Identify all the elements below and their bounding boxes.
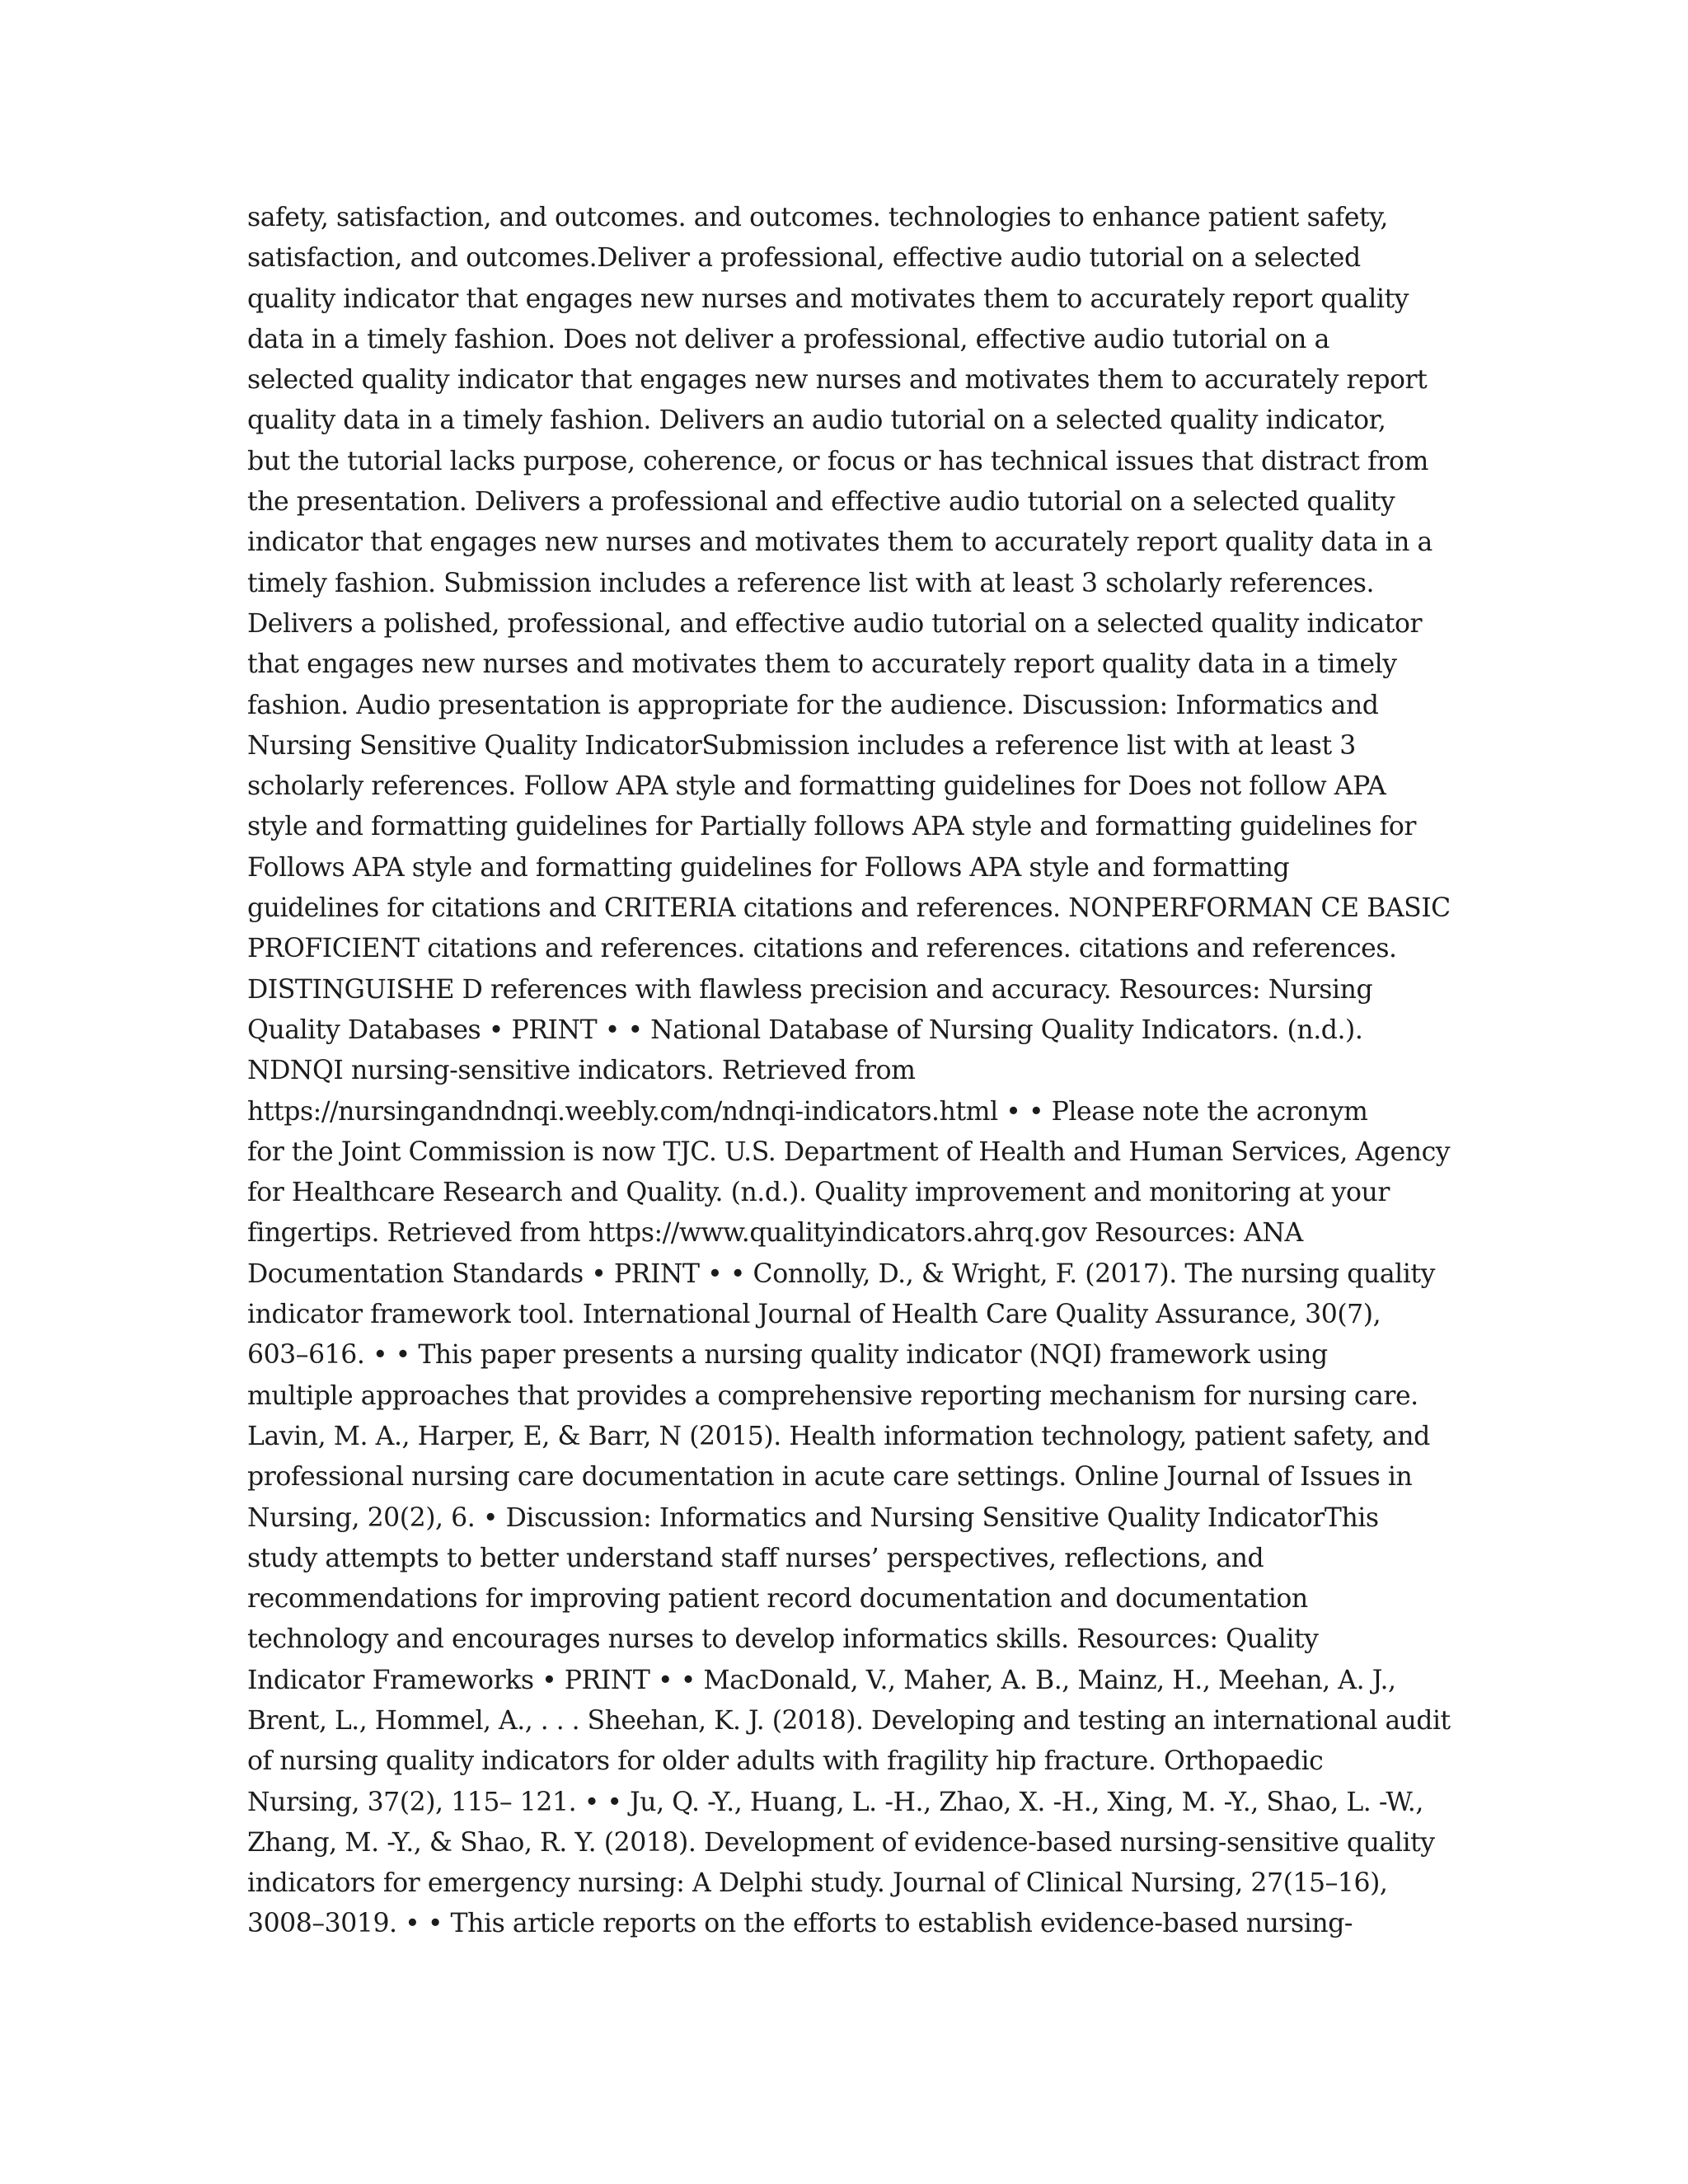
text-line: recommendations for improving patient record documentation and documentation: [247, 1584, 1308, 1615]
text-line: guidelines for citations and CRITERIA citations and references. NONPERFORMAN CE BASIC: [247, 893, 1451, 924]
text-line: Lavin, M. A., Harper, E, & Barr, N (2015). Health information technology, patient safety, and: [247, 1421, 1430, 1451]
text-line: selected quality indicator that engages new nurses and motivates them to accurately report: [247, 365, 1428, 396]
text-line: quality data in a timely fashion. Delivers an audio tutorial on a selected quality indicator,: [247, 405, 1386, 436]
text-line: Zhang, M. -Y., & Shao, R. Y. (2018). Development of evidence-based nursing-sensitive quality: [247, 1827, 1435, 1858]
text-line: Delivers a polished, professional, and effective audio tutorial on a selected quality indicator: [247, 608, 1423, 639]
body-text: [247, 198, 1451, 1945]
text-line: fashion. Audio presentation is appropriate for the audience. Discussion: Informatics and: [247, 690, 1379, 720]
text-line: Indicator Frameworks • PRINT • • MacDonald, V., Maher, A. B., Mainz, H., Meehan, A. J.,: [247, 1665, 1396, 1695]
text-line: style and formatting guidelines for Partially follows APA style and formatting guidelines for: [247, 812, 1417, 842]
text-line: for Healthcare Research and Quality. (n.d.). Quality improvement and monitoring at your: [247, 1178, 1390, 1208]
text-line: DISTINGUISHE D references with flawless precision and accuracy. Resources: Nursing: [247, 974, 1373, 1005]
text-line: PROFICIENT citations and references. citations and references. citations and references.: [247, 934, 1397, 964]
text-line: safety, satisfaction, and outcomes. and outcomes. technologies to enhance patient safety,: [247, 203, 1388, 232]
text-line: Documentation Standards • PRINT • • Connolly, D., & Wright, F. (2017). The nursing quality: [247, 1258, 1435, 1289]
text-line: 603–616. • • This paper presents a nursing quality indicator (NQI) framework using: [247, 1340, 1328, 1371]
text-line: satisfaction, and outcomes.Deliver a professional, effective audio tutorial on a selected: [247, 243, 1361, 274]
text-line: scholarly references. Follow APA style and formatting guidelines for Does not follow APA: [247, 771, 1386, 802]
text-line: indicator framework tool. International Journal of Health Care Quality Assurance, 30(7),: [247, 1300, 1381, 1330]
text-line: Follows APA style and formatting guidelines for Follows APA style and formatting: [247, 852, 1290, 883]
text-line: of nursing quality indicators for older adults with fragility hip fracture. Orthopaedic: [247, 1746, 1324, 1777]
text-line: Nursing, 20(2), 6. • Discussion: Informatics and Nursing Sensitive Quality IndicatorThis: [247, 1502, 1379, 1533]
text-line: professional nursing care documentation in acute care settings. Online Journal of Issues in: [247, 1462, 1413, 1493]
text-line: Nursing Sensitive Quality IndicatorSubmission includes a reference list with at least 3: [247, 730, 1356, 761]
text-line: Nursing, 37(2), 115– 121. • • Ju, Q. -Y., Huang, L. -H., Zhao, X. -H., Xing, M. -Y., Shao, L. -W.,: [247, 1787, 1423, 1817]
text-line: timely fashion. Submission includes a reference list with at least 3 scholarly references.: [247, 568, 1375, 598]
text-line: 3008–3019. • • This article reports on the efforts to establish evidence-based nursing-: [247, 1909, 1353, 1939]
text-line: Brent, L., Hommel, A., . . . Sheehan, K. J. (2018). Developing and testing an international audit: [247, 1705, 1451, 1736]
text-line: indicators for emergency nursing: A Delphi study. Journal of Clinical Nursing, 27(15–16),: [247, 1868, 1388, 1899]
text-line: fingertips. Retrieved from https://www.qualityindicators.ahrq.gov Resources: ANA: [247, 1218, 1303, 1249]
text-line: technology and encourages nurses to develop informatics skills. Resources: Quality: [247, 1624, 1319, 1655]
text-line: NDNQI nursing-sensitive indicators. Retrieved from: [247, 1056, 916, 1086]
text-line: but the tutorial lacks purpose, coherence, or focus or has technical issues that distract from: [247, 446, 1428, 476]
text-line: indicator that engages new nurses and motivates them to accurately report quality data in a: [247, 527, 1432, 558]
text-line: multiple approaches that provides a comprehensive reporting mechanism for nursing care.: [247, 1380, 1418, 1411]
text-line: that engages new nurses and motivates them to accurately report quality data in a timely: [247, 649, 1397, 680]
text-line: https://nursingandndnqi.weebly.com/ndnqi-indicators.html • • Please note the acronym: [247, 1096, 1368, 1127]
text-line: data in a timely fashion. Does not deliver a professional, effective audio tutorial on a: [247, 324, 1329, 354]
text-line: study attempts to better understand staff nurses’ perspectives, reflections, and: [247, 1543, 1264, 1573]
text-line: quality indicator that engages new nurses and motivates them to accurately report quality: [247, 284, 1409, 314]
text-line: the presentation. Delivers a professional and effective audio tutorial on a selected quality: [247, 487, 1395, 518]
text-line: Quality Databases • PRINT • • National Database of Nursing Quality Indicators. (n.d.).: [247, 1015, 1363, 1045]
text-line: for the Joint Commission is now TJC. U.S. Department of Health and Human Services, Agency: [247, 1137, 1451, 1167]
